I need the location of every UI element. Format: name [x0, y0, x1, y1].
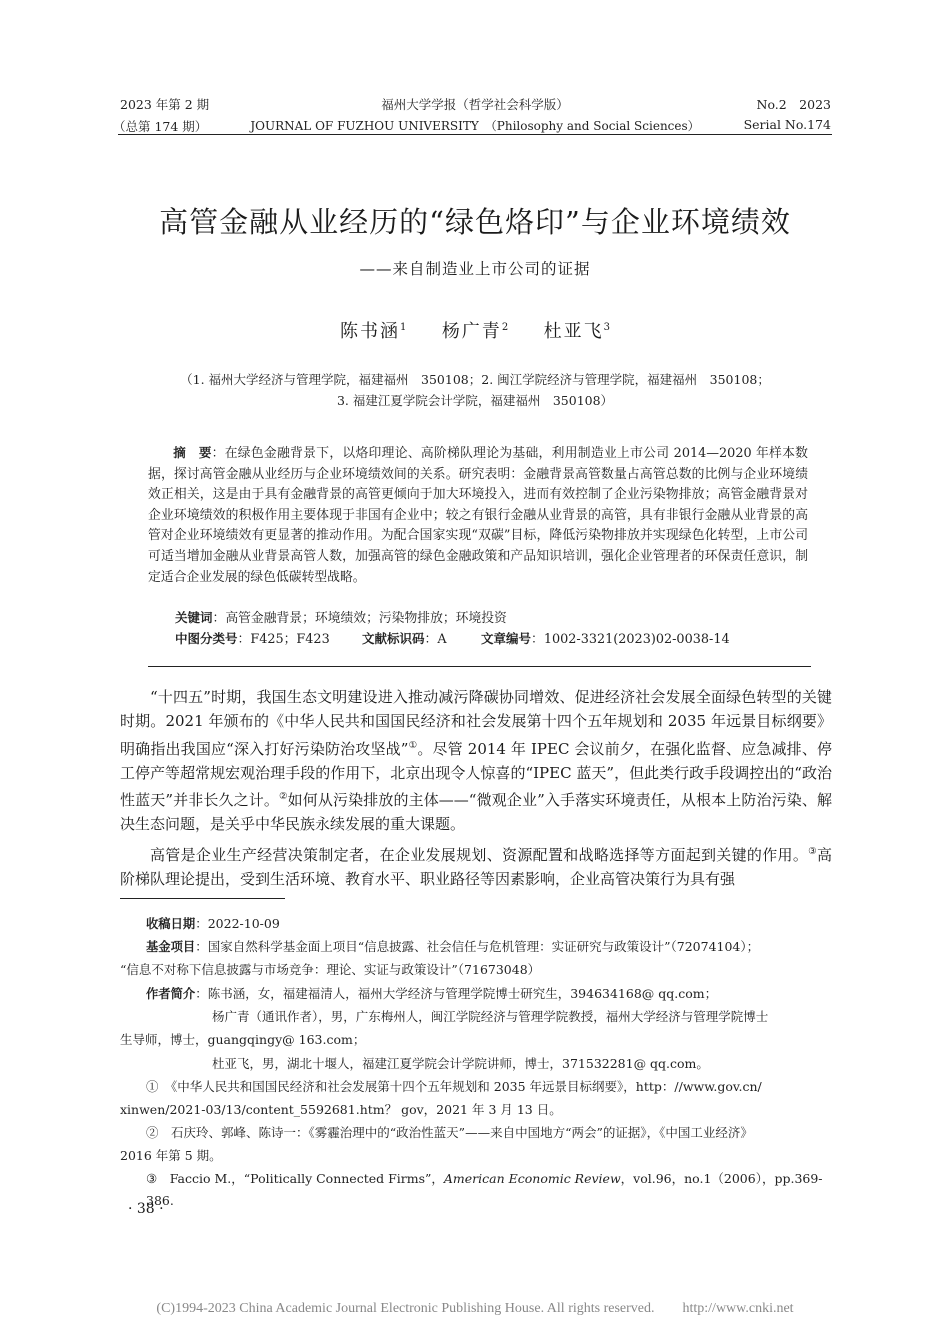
- header-journal-cn: 福州大学学报（哲学社会科学版）: [381, 97, 569, 112]
- header-rule: [118, 134, 832, 135]
- author-name: 杜亚飞: [543, 321, 604, 342]
- abstract-rule: [148, 666, 811, 667]
- article-no-label: 文章编号: [481, 631, 532, 646]
- header-issue-cn: 2023 年第 2 期: [120, 97, 210, 112]
- article-no-line: 文章编号：1002-3321(2023)02-0038-14: [481, 631, 730, 647]
- footnote-1: ① 《中华人民共和国国民经济和社会发展第十四个五年规划和 2035 年远景目标纲要》，http：//www.gov.cn/: [146, 1079, 762, 1094]
- clc-value: F425；F423: [250, 632, 330, 647]
- keywords-text: 高管金融背景；环境绩效；污染物排放；环境投资: [225, 611, 507, 626]
- author-name: 陈书涵: [339, 321, 400, 342]
- clc-label: 中图分类号: [175, 631, 238, 646]
- footnote-ref: ③: [808, 846, 817, 857]
- article-title: 高管金融从业经历的“绿色烙印”与企业环境绩效: [159, 205, 791, 239]
- abstract-text: 在绿色金融背景下，以烙印理论、高阶梯队理论为基础，利用制造业上市公司 2014—2020 年样本数据，探讨高管金融从业经历与企业环境绩效间的关系。研究表明：金融背景高管数量占高管总数的比例与企业环境绩效正相关，这是由于具有金融背景的高管更倾向于加大环境投入，进而有效控制了企业污染物排放；高管金融背景对企业环境绩效的积极作用主要体现于非国有企业中；较之有银行金融从业背景的高管，具有非银行金融从业背景的高管对企业环境绩效有更显著的推动作用。为配合国家实现“双碳”目标，降低污染物排放并实现绿色化转型，上市公司可适当增加金融从业背景高管人数，加强高管的绿色金融政策和产品知识培训，强化企业管理者的环保责任意识，制定适合企业发展的绿色低碳转型战略。: [148, 446, 808, 585]
- journal-title: American Economic Review: [443, 1171, 621, 1186]
- abstract: 摘 要：在绿色金融背景下，以烙印理论、高阶梯队理论为基础，利用制造业上市公司 2014—2020 年样本数据，探讨高管金融从业经历与企业环境绩效间的关系。研究表明：金融背景高管数量占高管总数的比例与企业环境绩效正相关，这是由于具有金融背景的高管更倾向于加大环境投入，进而有效控制了企业污染物排放；高管金融背景对企业环境绩效的积极作用主要体现于非国有企业中；较之有银行金融从业背景的高管，具有非银行金融从业背景的高管对企业环境绩效有更显著的推动作用。为配合国家实现“双碳”目标，降低污染物排放并实现绿色化转型，上市公司可适当增加金融从业背景高管人数，加强高管的绿色金融政策和产品知识培训，强化企业管理者的环保责任意识，制定适合企业发展的绿色低碳转型战略。: [148, 445, 808, 585]
- keywords-line: 关键词：高管金融背景；环境绩效；污染物排放；环境投资: [175, 610, 507, 626]
- footnote-ref: ①: [408, 739, 418, 751]
- cnki-watermark: (C)1994-2023 China Academic Journal Electronic Publishing House. All rights reserved. http://www.cnki.net: [156, 1301, 794, 1316]
- footnote-3: ③ Faccio M.，“Politically Connected Firms”，American Economic Review，vol.96，no.1（2006），pp.369-386.: [146, 1171, 823, 1208]
- footnote-2-cont: 2016 年第 5 期。: [120, 1148, 222, 1163]
- header-serial-en: Serial No.174: [743, 117, 831, 132]
- author-list: [0, 317, 950, 343]
- doc-code-label: 文献标识码: [362, 631, 425, 646]
- classification-line: 中图分类号：F425；F423: [175, 631, 330, 647]
- author-name: 杨广青: [441, 321, 502, 342]
- body-paragraph: 高管是企业生产经营决策制定者，在企业发展规划、资源配置和战略选择等方面起到关键的作用。③高阶梯队理论提出，受到生活环境、教育水平、职业路径等因素影响，企业高管决策行为具有强: [120, 846, 832, 889]
- article-no-value: 1002-3321(2023)02-0038-14: [543, 632, 730, 647]
- author-info-3: 杜亚飞，男，湖北十堰人，福建江夏学院会计学院讲师，博士，371532281@ qq.com。: [212, 1056, 709, 1071]
- affiliation-line: （1. 福州大学经济与管理学院，福建福州 350108；2. 闽江学院经济与管理学院，福建福州 350108；: [180, 372, 770, 387]
- article-subtitle: ——来自制造业上市公司的证据: [359, 260, 591, 278]
- footnote-rule: [120, 898, 285, 899]
- header-issue-en: No.2 2023: [756, 97, 831, 112]
- author-info: 作者简介：陈书涵，女，福建福清人，福州大学经济与管理学院博士研究生，394634168@ qq.com；: [146, 986, 718, 1001]
- fund-line-2: “信息不对称下信息披露与市场竞争：理论、实证与政策设计”（71673048）: [120, 962, 541, 977]
- received-date: 收稿日期：2022-10-09: [146, 916, 280, 931]
- author-sup: 1: [399, 322, 407, 333]
- header-total-cn: （总第 174 期）: [113, 119, 208, 134]
- doc-code-value: A: [437, 632, 447, 647]
- footnote-ref: ②: [278, 791, 288, 803]
- doc-code-line: 文献标识码：A: [362, 631, 447, 647]
- affiliation-line: 3. 福建江夏学院会计学院，福建福州 350108）: [336, 393, 614, 408]
- fund-line: 基金项目：国家自然科学基金面上项目“信息披露、社会信任与危机管理：实证研究与政策设计”（72074104）；: [146, 939, 760, 954]
- footnote-1-cont: xinwen/2021-03/13/content_5592681.htm？ gov，2021 年 3 月 13 日。: [120, 1102, 562, 1117]
- author-info-2b: 生导师，博士，guangqingy@ 163.com；: [120, 1032, 366, 1047]
- author-sup: 2: [501, 322, 509, 333]
- footnote-2: ② 石庆玲、郭峰、陈诗一：《雾霾治理中的“政治性蓝天”——来自中国地方“两会”的证据》，《中国工业经济》: [146, 1125, 753, 1140]
- author-sup: 3: [603, 322, 611, 333]
- page-number: · 38 ·: [128, 1201, 164, 1217]
- header-journal-en: JOURNAL OF FUZHOU UNIVERSITY （Philosophy and Social Sciences）: [250, 119, 700, 133]
- body-paragraph: “十四五”时期，我国生态文明建设进入推动减污降碳协同增效、促进经济社会发展全面绿色转型的关键时期。2021 年颁布的《中华人民共和国国民经济和社会发展第十四个五年规划和 2035 年远景目标纲要》明确指出我国应“深入打好污染防治攻坚战”①。尽管 2014 年 IPEC 会议前夕，在强化监督、应急减排、停工停产等超常规宏观治理手段的作用下，北京出现令人惊喜的“IPEC 蓝天”，但此类行政手段调控出的“政治性蓝天”并非长久之计。②如何从污染排放的主体——“微观企业”入手落实环境责任，从根本上防治污染、解决生态问题，是关乎中华民族永续发展的重大课题。: [120, 688, 832, 834]
- author-info-2: 杨广青（通讯作者），男，广东梅州人，闽江学院经济与管理学院教授，福州大学经济与管理学院博士: [212, 1009, 769, 1024]
- abstract-label: 摘 要: [173, 445, 212, 460]
- keywords-label: 关键词: [175, 610, 213, 625]
